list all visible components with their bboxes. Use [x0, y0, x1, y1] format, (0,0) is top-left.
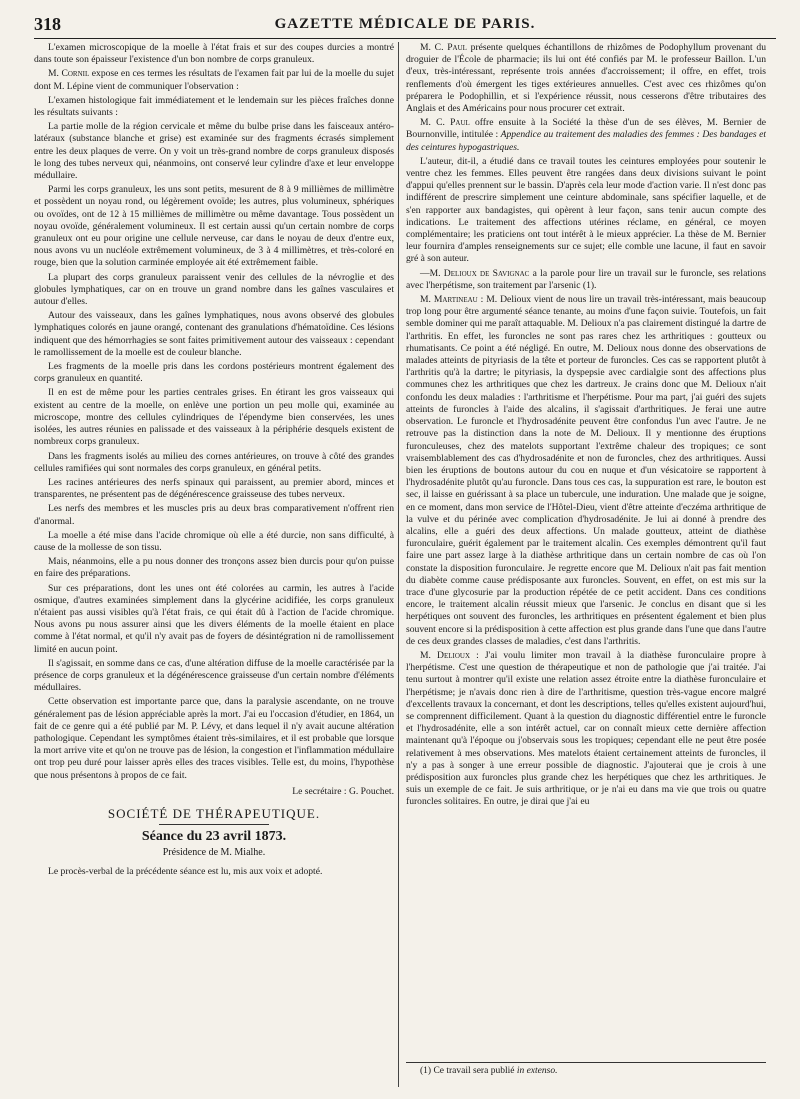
- paragraph: La partie molle de la région cervicale et même du bulbe prise dans les faisceaux antéro-latéraux (substance blanche et grise) est examinée sur des fragments écrasés simplement entre les deux plaques de verre. On y voit un très-grand nombre de corps granuleux disposés le long des tubes nerveux qui, néanmoins, ont conservé leur cylindre d'axe et leur enveloppe médullaire.: [34, 121, 394, 182]
- speaker-name: —M. Delioux de Savignac: [420, 267, 530, 279]
- paragraph: Les fragments de la moelle pris dans les cordons postérieurs montrent également des corps granuleux en quantité.: [34, 361, 394, 385]
- paragraph: Dans les fragments isolés au milieu des cornes antérieures, on trouve à côté des grandes cellules ramifiées qui sont normales des corps granuleux, en général petits.: [34, 450, 394, 474]
- paragraph: L'examen histologique fait immédiatement et le lendemain sur les pièces fraîches donne les résultats suivants :: [34, 94, 394, 119]
- paragraph: [406, 650, 766, 809]
- footnote: [406, 1062, 766, 1078]
- speaker-name: M. Delioux: [420, 649, 471, 661]
- paragraph: Les racines antérieures des nerfs spinaux qui paraissent, au premier abord, minces et transparentes, ne présentent pas de dégénérescence graisseuse des tubes nerveux.: [34, 476, 394, 501]
- paragraph: [406, 268, 766, 292]
- divider: [159, 824, 269, 825]
- paragraph: Le procès-verbal de la précédente séance est lu, mis aux voix et adopté.: [48, 865, 323, 877]
- paragraph: La moelle a été mise dans l'acide chromique où elle a été durcie, non sans difficulté, à cause de la mollesse de son tissu.: [34, 529, 394, 553]
- paragraph: [406, 42, 766, 115]
- paragraph-text: présente quelques échantillons de rhizômes de Podophyllum provenant du droguier de l'École de pharmacie; ils lui ont été confiés par M. le professeur Baillon. L'un d'eux, très-intéressant, représente trois années d'accroissement; il offre, en effet, trois renflements d'où émergent les tiges extérieures annuelles. C'est avec ces rhizômes qu'on préparera le Podophillin, et si l'expérience réussit, nous cesserons d'être tributaires des Anglais et des Américains pour nous procurer cet extrait.: [406, 42, 766, 115]
- journal-title: GAZETTE MÉDICALE DE PARIS.: [274, 16, 536, 32]
- paragraph: Sur ces préparations, dont les unes ont été colorées au carmin, les autres à l'acide osmique, d'autres examinées simplement dans la glycérine acidifiée, les corps granuleux n'étaient pas aussi visibles qu'à l'état frais, ce qui était dû à l'action de l'acide chromique. Nous avons pu nous assurer ainsi que les divers éléments de la moelle étaient en place comme à l'état normal, et qu'il n'y avait pas de foyers de désintégration ni de ramollissement limité en aucun point.: [34, 582, 394, 655]
- paragraph: [406, 117, 766, 154]
- paragraph-text: offre ensuite à la Société la thèse d'un de ses élèves, M. Bernier de Bournonville, intitulée :: [406, 117, 766, 141]
- paragraph-text: : J'ai voulu limiter mon travail à la diathèse furonculaire propre à l'herpétisme. C'est une question de thérapeutique et non de pathologie que j'ai traitée. J'ai tenu surtout à montrer qu'il existe une relation assez étroite entre la diathèse furonculaire et l'herpétisme; je n'avais donc rien à dire de l'arthritisme, question très-vague encore malgré d'excellents travaux la concernant, et dont les descriptions, telles qu'elles existent aujourd'hui, se comprennent difficilement. Quant à la question du diagnostic différentiel entre le furoncle et l'hydrosadénite, elle a son intérêt actuel, car on connaît mieux cette dernière affection maintenant qu'à l'époque ou j'observais sous les tropiques; cependant elle ne peut être posée relativement à mes observations. Mes matelots étaient certainement atteints de furoncles, il n'y a pas à songer à une erreur possible de diagnostic. J'ajouterai que je crois à une prédisposition aux furoncles plus grande chez les herpétiques que chez les arthritiques. Je suis un exemple de ce fait. Je suis arthritique, or je n'ai eu dans ma vie que trois ou quatre furoncles solitaires. En outre, je dirai que j'ai eu: [406, 649, 766, 808]
- speaker-name: M. Martineau: [420, 294, 478, 306]
- paragraph: La plupart des corps granuleux paraissent venir des cellules de la névroglie et des globules lymphatiques, car on en trouve un grand nombre dans les gaînes vasculaires et autour d'elles.: [34, 271, 394, 308]
- paragraph: Cette observation est importante parce que, dans la paralysie ascendante, on ne trouve généralement pas de lésion appréciable après la mort. J'ai eu l'occasion d'étudier, en 1864, un fait de ce genre qui a été publié par M. P. Lévy, et dans lequel il n'y avait aucune altération pathologique. Cependant les symptômes étaient très-similaires, et il est probable que lorsque la mort arrive vite et qu'on ne trouve pas de lésion, la congestion et l'inflammation médullaire ont trop peu duré pour laisser après elles des traces visibles. Telle est, du moins, l'hypothèse que nous présentons à propos de ce fait.: [34, 696, 394, 781]
- paragraph: Les nerfs des membres et les muscles pris au deux bras comparativement n'offrent rien d'anormal.: [34, 503, 394, 527]
- speaker-name: M. C. Paul: [420, 117, 470, 129]
- paragraph: L'examen microscopique de la moelle à l'état frais et sur des coupes durcies a montré dans toute son épaisseur l'existence d'un bon nombre de corps granuleux.: [34, 42, 394, 66]
- left-column: [34, 42, 394, 1087]
- paragraph: Mais, néanmoins, elle a pu nous donner des tronçons assez bien durcis pour qu'on puisse en faire des préparations.: [34, 556, 394, 580]
- right-column: [406, 42, 766, 1042]
- secretary-signature: Le secrétaire : G. Pouchet.: [292, 785, 394, 797]
- thesis-title: Appendice au traitement des maladies des femmes : Des bandages et des ceintures hypogastriques.: [406, 129, 766, 153]
- presidency-line: Présidence de M. Mialhe.: [162, 847, 266, 859]
- paragraph: Parmi les corps granuleux, les uns sont petits, mesurent de 8 à 9 millièmes de millimètre et possèdent un noyau rond, ou légèrement ovoïde; les autres, plus volumineux, sphériques ou ovoïdes, ont de 12 à 15 millièmes de millimètre ou même davantage. Tous possèdent un noyau ovoïde, généralement volumineux. Il est certain aussi qu'un certain nombre de corps granuleux ont eu pour origine une cellule nerveuse, car dans le noyau de deux d'entre eux, nous avons vu un nucléole extrêmement volumineux, de 3 à 4 millimètres, et très-coloré en rouge, bien que la solution carminée employée ait été extrêmement faible.: [34, 184, 394, 269]
- paragraph: Autour des vaisseaux, dans les gaînes lymphatiques, nous avons observé des globules lymphatiques colorés en jaune orangé, contenant des granulations d'hématoïdine. Ces lésions indiquent que des hémorrhagies se sont faites primitivement autour des vaisseaux : cependant le ramollissement de la moelle est de couleur blanche.: [34, 310, 394, 358]
- footnote-text: [406, 1066, 766, 1076]
- paragraph: Il s'agissait, en somme dans ce cas, d'une altération diffuse de la moelle caractérisée par la présence de corps granuleux et la dégénérescence graisseuse d'un certain nombre d'éléments médullaires.: [34, 657, 394, 694]
- speaker-name: M. C. Paul: [420, 42, 467, 53]
- column-divider: [398, 42, 399, 1087]
- speaker-name: M. Cornil: [48, 68, 90, 80]
- section-title: SOCIÉTÉ DE THÉRAPEUTIQUE.: [107, 805, 321, 821]
- session-title: Séance du 23 avril 1873.: [141, 829, 287, 845]
- paragraph-text: a la parole pour lire un travail sur le furoncle, ses relations avec l'herpétisme, son traitement par l'arsenic (1).: [406, 267, 766, 291]
- footnote-body: (1) Ce travail sera publié: [420, 1066, 517, 1076]
- paragraph-text: expose en ces termes les résultats de l'examen fait par lui de la moelle du sujet dont M. Lépine vient de communiquer l'observation :: [34, 68, 394, 92]
- page-number: 318: [34, 14, 61, 34]
- paragraph: Il en est de même pour les parties centrales grises. En étirant les gros vaisseaux qui existent au centre de la moelle, on enlève une portion un peu molle qui, examinée au microscope, montre des cellules cylindriques de l'épendyme bien conservées, les unes isolées, les autres réunies en palissade et des vaisseaux à la périphérie desquels existent de nombreux corps granuleux.: [34, 387, 394, 448]
- paragraph: [406, 294, 766, 648]
- paragraph: [34, 68, 394, 92]
- paragraph: L'auteur, dit-il, a étudié dans ce travail toutes les ceintures employées pour soutenir le ventre chez les femmes. Elles peuvent être rangées dans deux divisions suivant le point d'appui qu'elles prennent sur le bassin. D'après cela leur mode d'action varie. Il n'est donc pas indifférent de prescrire simplement une ceinture abdominale, sans spécifier laquelle, et de s'en rapporter aux bandagistes, qui opèrent à leur façon, sans tenir aucun compte des indications. Le traitement des affections utérines réclame, en général, ce moyen complémentaire; les praticiens ont tout intérêt à le mieux apprécier. La thèse de M. Bernier leur fournira d'amples renseignements sur ce sujet; elle comble une lacune, il faut en savoir gré à son auteur.: [406, 155, 766, 265]
- paragraph-text: : M. Delioux vient de nous lire un travail très-intéressant, mais beaucoup trop long pour être argumenté séance tenante, au moins d'une façon suivie. Toutefois, un fait semble dominer qui me paraît attaquable. M. Delioux n'a pas clairement distingué la dartre de l'arthritis. En effet, les furoncles ne sont pas rares chez les arthritiques : goutteux ou rhumatisants. Ce point a été négligé. En outre, M. Delioux nous donne des observations de malades atteints de pityriasis de la tête et porteur de furoncles. Ces cas se rapportent plutôt à l'arthritis qu'à la dartre; le pityriasis, la dyspepsie avec cardialgie sont des affections plus communes chez les arthritiques que chez les dartreux. Je crains donc que M. Delioux n'ait confondu les deux maladies : l'arthritisme et l'herpétisme. Pour ma part, j'ai guéri des sujets atteints de furoncles à l'aide des alcalins, il s'agissait d'arthritiques. Je ferai une autre observation. Le furoncle et l'hydrosadénite peuvent être confondus l'un avec l'autre. Je ne retrouve pas la distinction dans la note de M. Delioux. Il y mentionne des éruptions furonculeuses, chez des matelots supportant l'extrême chaleur des tropiques; ce sont vraisemblablement des cas d'hydrosadénite et non de furoncles, chez des arthritiques. Aussi bien les éruptions de boutons autour du cou en nuque et d'un vésicatoire se rapportent à l'hydrosadénite plutôt qu'au furoncle. Dans tous ces cas, la suppuration est rare, le bouton est sec, il laisse en guérissant à sa place un tubercule, une induration. Une malade que je soigne, en ce moment, dans mon service de l'Hôtel-Dieu, vient d'être atteinte d'eczéma arthritique de la vulve et du périnée avec complication d'hydrosadénite. Je lui ai donné à prendre des alcalins, elle a guéri des deux affections. Un malade goutteux, atteint de diathèse furonculaire, guérit également par le traitement alcalin. Ces exemples démontrent qu'il faut faire une part assez large à la diathèse arthritique dans un certain nombre de cas où l'on constate la disposition furonculaire. Je regrette encore que M. Delioux n'ait pas fait mention du diabète comme cause prédisposante aux furoncles. Souvent, en effet, on est mis sur la trace d'une glycosurie par la production répétée de ce petit accident. Dans ces conditions encore, le traitement alcalin réussit mieux que l'arsenic. Je conclus en disant que si les herpétiques ont souvent des furoncles, les arthritiques en présentent également et bien plus souvent encore si la prédisposition à cette affection est plus grande dans l'une que dans l'autre de ces deux grandes classes de maladies, c'est dans l'arthritis.: [406, 294, 766, 647]
- page-header: [34, 12, 776, 39]
- footnote-emphasis: in extenso.: [516, 1066, 558, 1076]
